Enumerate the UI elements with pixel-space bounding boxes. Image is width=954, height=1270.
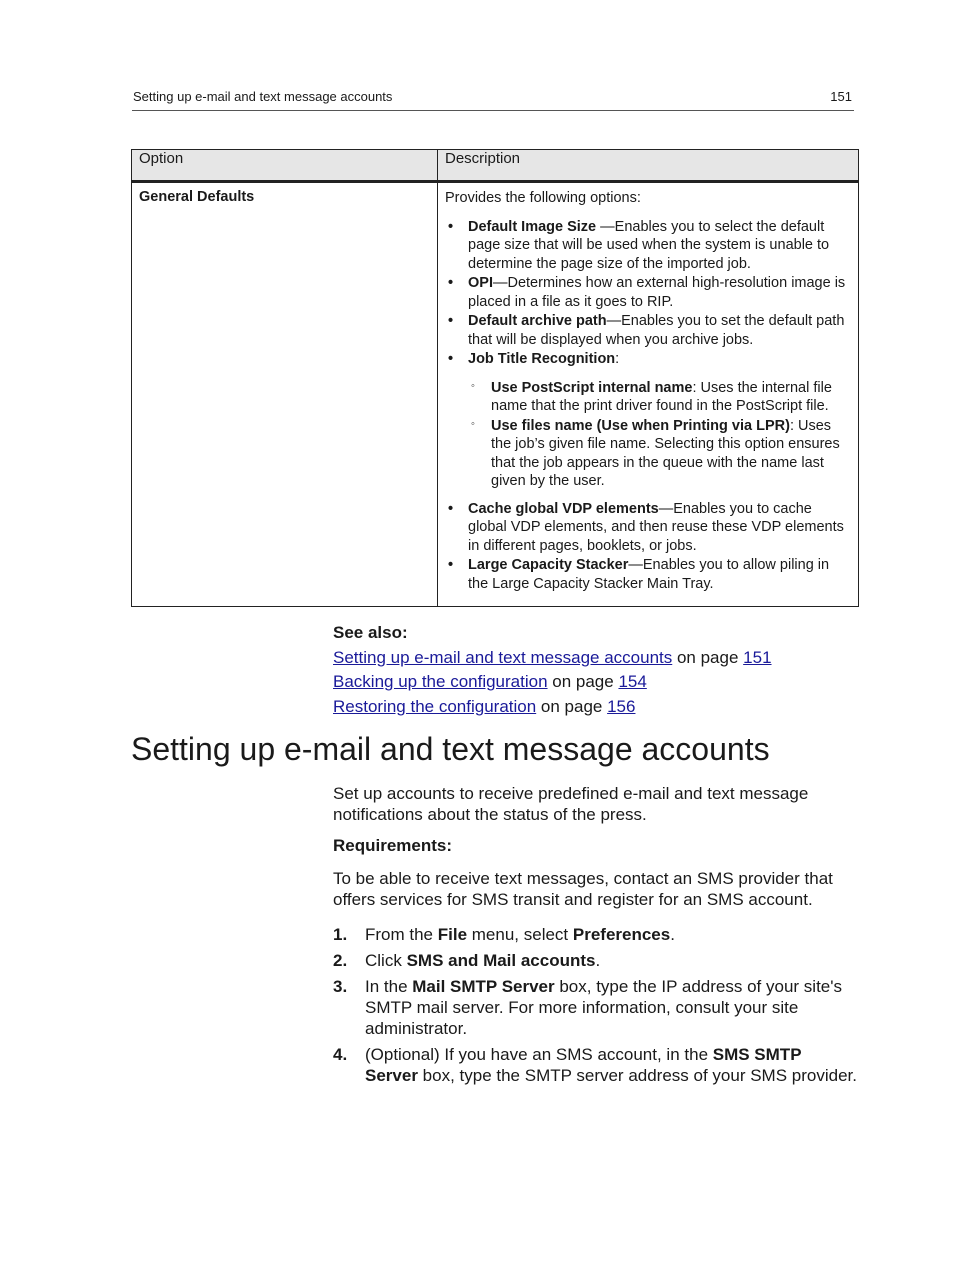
step-text: . (595, 951, 601, 970)
item-term: Cache global VDP elements (468, 500, 659, 517)
item-text: —Enables you to allow piling in the Large Capacity Stacker Main Tray. (468, 557, 830, 592)
step-text: box, type the SMTP server address of your SMS provider. (417, 1066, 857, 1085)
section-heading: Setting up e-mail and text message accounts (131, 731, 770, 767)
sub-options-list (468, 379, 851, 491)
step-bold-text: File (437, 925, 468, 944)
step-bold-text: SMS and Mail accounts (406, 951, 596, 970)
steps-list (333, 924, 858, 1091)
item-text: : (615, 351, 620, 367)
running-header (132, 89, 854, 111)
options-list (445, 218, 851, 606)
sub-list-item (468, 379, 851, 416)
see-also-link-backing-up[interactable]: Backing up the configuration (333, 672, 548, 691)
item-text: : Uses the job’s given file name. Selecting this option ensures that the job appears in the queue with the name last given by the user. (491, 417, 840, 489)
step-number: 4. (333, 1045, 348, 1064)
description-intro: Provides the following options: (445, 190, 641, 206)
table-header-row (132, 150, 859, 182)
item-term: Use PostScript internal name (491, 379, 693, 396)
page-link-154[interactable]: 154 (618, 672, 647, 691)
sub-list-item (468, 417, 851, 491)
list-item (445, 218, 851, 274)
step-number: 3. (333, 977, 348, 996)
step-text: From the (365, 925, 438, 944)
see-also-entry (333, 695, 772, 720)
page-link-156[interactable]: 156 (607, 696, 636, 716)
see-also-entry (333, 646, 772, 671)
see-also-title: See also: (333, 623, 408, 642)
step-text: menu, select (467, 925, 573, 944)
requirements-label: Requirements: (333, 836, 453, 855)
running-header-title: Setting up e-mail and text message accounts (133, 89, 393, 104)
step-item (333, 950, 858, 971)
list-item (445, 274, 851, 311)
step-item (333, 1044, 858, 1086)
see-also-entry (333, 670, 772, 695)
on-page-text: on page (672, 647, 744, 667)
requirements-text: To be able to receive text messages, contact an SMS provider that offers services for SMS transit and register for an SMS account. (333, 869, 833, 909)
page-link-151[interactable]: 151 (743, 647, 772, 667)
step-bold-text: SMS SMTP Server (365, 1045, 802, 1085)
see-also-link-restoring[interactable]: Restoring the configuration (333, 696, 537, 716)
step-text: In the (365, 977, 413, 996)
item-text: —Enables you to cache global VDP elements, and then reuse these VDP elements in different pages, booklets, or jobs. (468, 500, 844, 554)
options-table (131, 149, 859, 607)
see-also-block (333, 621, 772, 719)
option-description (438, 182, 859, 607)
column-header-description: Description (438, 150, 859, 182)
item-term: OPI (468, 275, 493, 291)
item-text: —Determines how an external high-resolution image is placed in a file as it goes to RIP. (468, 275, 846, 310)
step-number: 2. (333, 951, 348, 970)
option-name: General Defaults (132, 182, 438, 607)
item-text: : Uses the internal file name that the print driver found in the PostScript file. (491, 379, 832, 414)
step-item (333, 924, 858, 945)
item-term: Use files name (Use when Printing via LPR) (491, 417, 790, 434)
step-item (333, 976, 858, 1039)
list-item (445, 312, 851, 349)
on-page-text: on page (547, 672, 619, 691)
step-text: (Optional) If you have an SMS account, in the (365, 1045, 713, 1064)
see-also-link-email-accounts[interactable]: Setting up e-mail and text message accounts (333, 647, 673, 667)
item-term: Job Title Recognition (468, 351, 616, 367)
step-text: box, type the IP address of your site's SMTP mail server. For more information, consult your site administrator. (365, 977, 842, 1038)
step-bold-text: Mail SMTP Server (412, 977, 555, 996)
item-term: Large Capacity Stacker (468, 557, 629, 573)
step-number: 1. (333, 925, 348, 944)
item-term: Default archive path (468, 313, 607, 329)
step-bold-text: Preferences (572, 925, 671, 944)
on-page-text: on page (536, 696, 608, 716)
list-item (445, 556, 851, 605)
list-item (445, 500, 851, 556)
table-row (132, 182, 859, 607)
step-text: . (670, 925, 675, 944)
item-term: Default Image Size (468, 218, 597, 235)
item-text: —Enables you to select the default page size that will be used when the system is unable to determine the page size of the imported job. (468, 218, 830, 272)
step-text: Click (365, 951, 407, 970)
column-header-option: Option (132, 150, 438, 182)
item-text: —Enables you to set the default path that will be displayed when you archive jobs. (468, 313, 845, 348)
page-number: 151 (830, 89, 852, 104)
section-intro: Set up accounts to receive predefined e-mail and text message notifications about the status of the press. (333, 784, 809, 824)
list-item (445, 350, 851, 491)
